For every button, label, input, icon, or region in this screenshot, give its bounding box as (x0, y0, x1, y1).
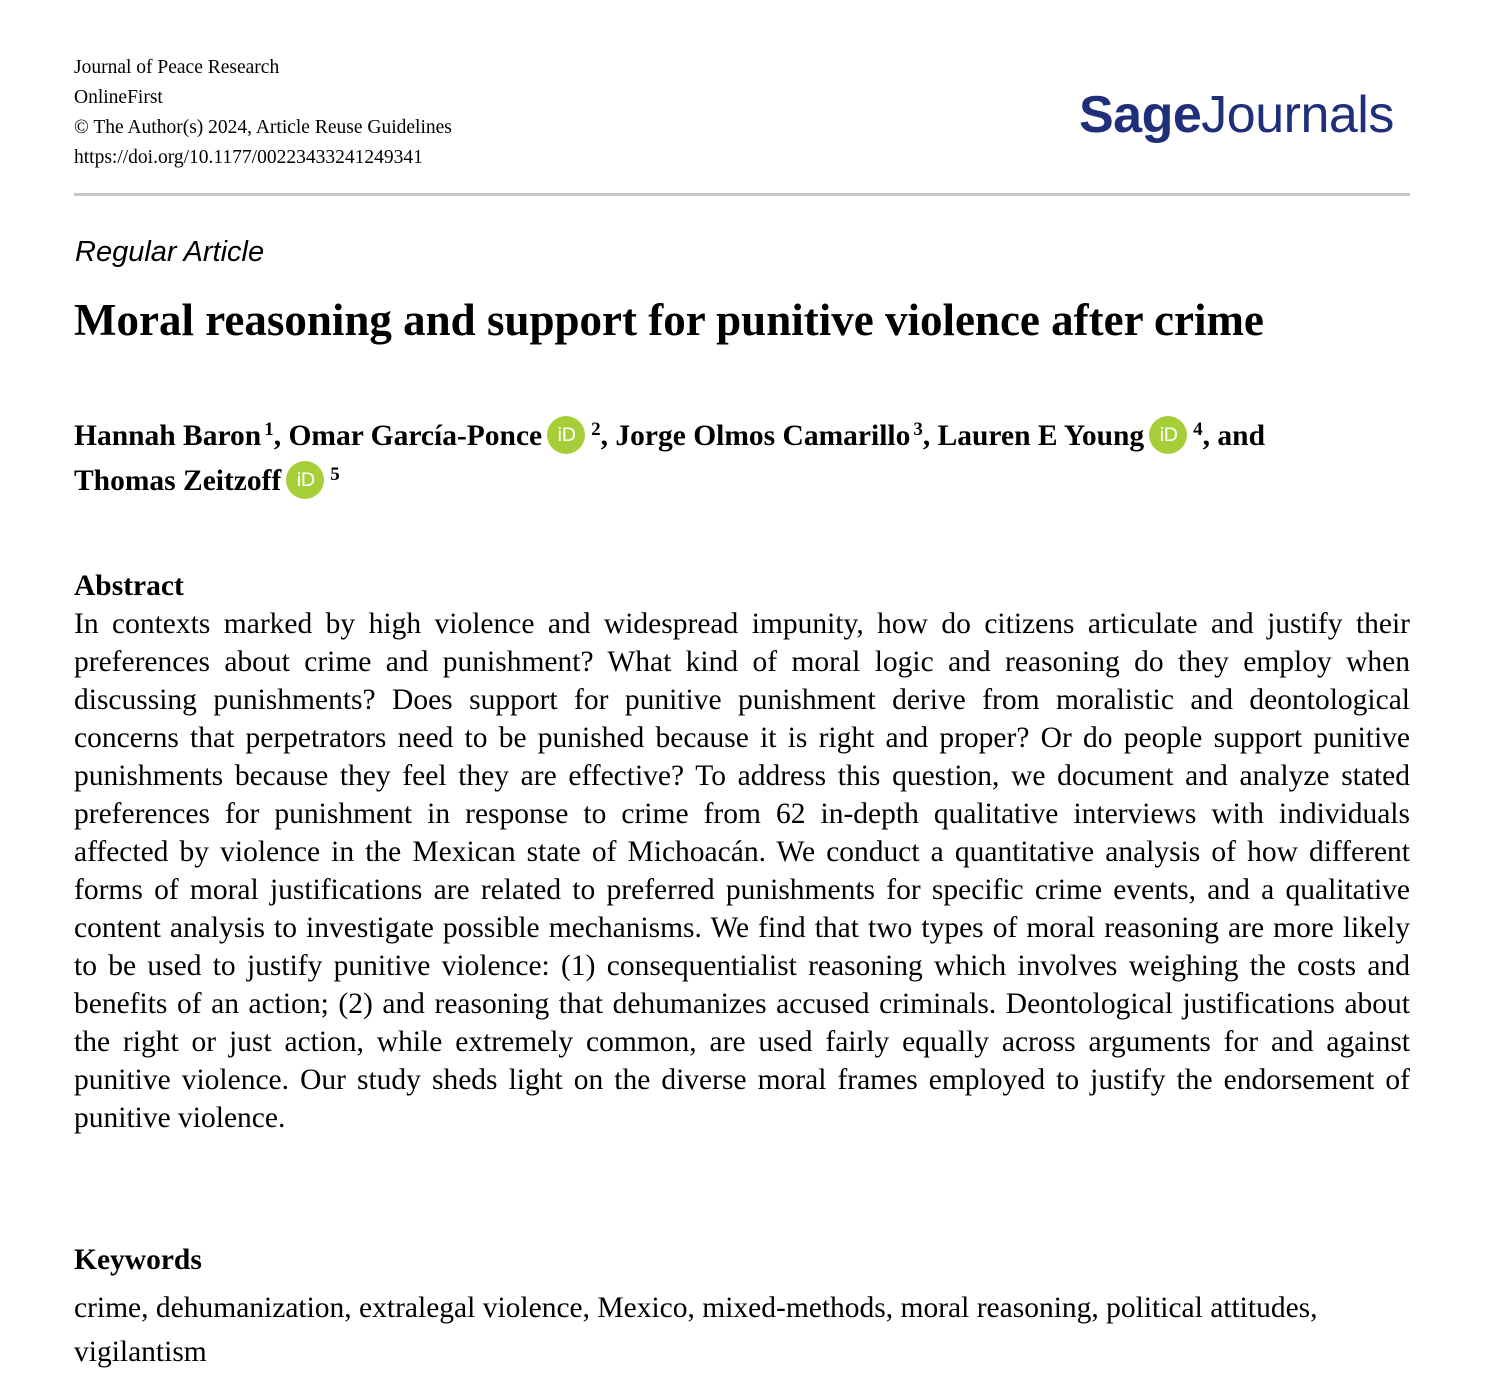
affiliation-number: 3 (913, 419, 923, 440)
copyright-notice: © The Author(s) 2024, Article Reuse Guidelines (74, 117, 452, 138)
affiliation-number: 4 (1193, 419, 1203, 440)
keywords-heading: Keywords (74, 1244, 202, 1276)
sage-journals-logo[interactable] (1079, 85, 1394, 145)
author-name: Thomas Zeitzoff iD $^5$ (74, 465, 340, 497)
journal-name: Journal of Peace Research (74, 57, 280, 78)
issue-label: OnlineFirst (74, 87, 163, 108)
affiliation-number: 2 (591, 419, 601, 440)
abstract-heading: Abstract (74, 570, 184, 602)
keywords-text: crime, dehumanization, extralegal violence, Mexico, mixed-methods, moral reasoning, political attitudes, vigilantism (74, 1292, 1318, 1368)
orcid-icon[interactable]: iD (547, 416, 585, 454)
affiliation-number: 5 (330, 464, 340, 485)
orcid-icon[interactable]: iD (286, 461, 324, 499)
author-list (74, 414, 1414, 504)
logo-sage-text: Sage (1079, 86, 1202, 144)
article-title: Moral reasoning and support for punitive violence after crime (74, 295, 1264, 345)
orcid-icon[interactable]: iD (1149, 416, 1187, 454)
article-type: Regular Article (75, 236, 265, 268)
affiliation-number: 1 (264, 419, 274, 440)
logo-journals-text: Journals (1201, 86, 1394, 144)
doi-link[interactable]: https://doi.org/10.1177/00223433241249341 (74, 147, 423, 168)
author-name: Hannah Baron $^1$, (74, 419, 282, 452)
author-name: Omar García-Ponce iD $^2$, (288, 420, 608, 452)
abstract-text: In contexts marked by high violence and widespread impunity, how do citizens articulate and justify their preferences about crime and punishment? What kind of moral logic and reasoning do they employ when discussing punishments? Does support for punitive punishment derive from moralistic and deontological concerns that perpetrators need to be punished because it is right and proper? Or do people support punitive punishments because they feel they are effective? To address this question, we document and analyze stated preferences for punishment in response to crime from 62 in-depth qualitative interviews with individuals affected by violence in the Mexican state of Michoacán. We conduct a quantitative analysis of how different forms of moral justifications are related to preferred punishments for specific crime events, and a qualitative content analysis to investigate possible mechanisms. We find that two types of moral reasoning are more likely to be used to justify punitive violence: (1) consequentialist reasoning which involves weighing the costs and benefits of an action; (2) and reasoning that dehumanizes accused criminals. Deontological justifications about the right or just action, while extremely common, are used fairly equally across arguments for and against punitive violence. Our study sheds light on the diverse moral frames employed to justify the endorsement of punitive violence. (74, 608, 1410, 1134)
journal-meta (74, 53, 452, 173)
author-name: Lauren E Young iD $^4$, (938, 420, 1210, 452)
author-name: Jorge Olmos Camarillo $^3$, (615, 419, 931, 452)
header-divider (74, 193, 1410, 196)
author-conjunction: and (1217, 420, 1265, 452)
